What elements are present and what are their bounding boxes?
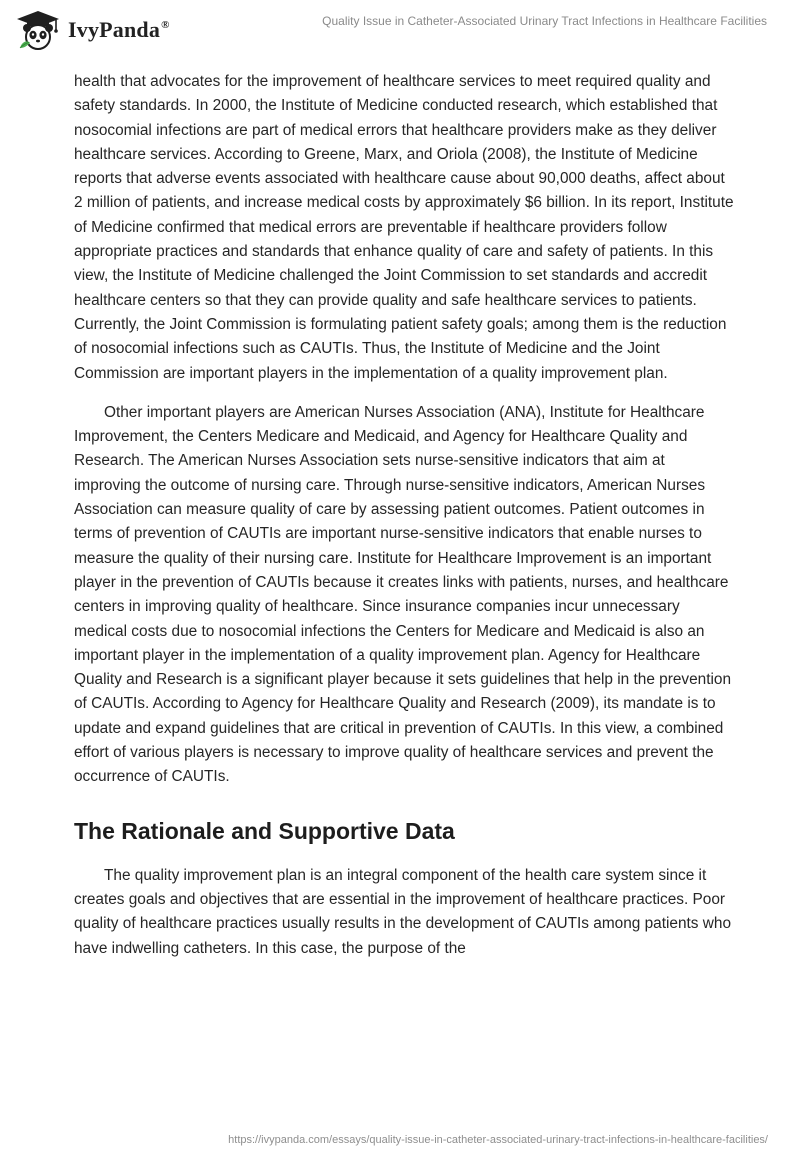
document-title: Quality Issue in Catheter-Associated Urinary Tract Infections in Healthcare Facilities: [322, 14, 767, 28]
source-url[interactable]: https://ivypanda.com/essays/quality-issue-in-catheter-associated-urinary-tract-infections-in-healthcare-facilities/: [228, 1134, 768, 1146]
paragraph: The quality improvement plan is an integral component of the health care system since it creates goals and objectives that are essential in the improvement of healthcare practices. Poor quality of healthcare practices usually results in the development of CAUTIs among patients who have indwelling catheters. In this case, the purpose of the: [74, 866, 732, 957]
panda-graduate-icon: [14, 8, 62, 52]
logo-text: IvyPanda®: [68, 17, 170, 42]
page-header: [0, 0, 800, 62]
paragraph: Other important players are American Nurses Association (ANA), Institute for Healthcare Improvement, the Centers Medicare and Medicaid, and Agency for Healthcare Quality and Research. The American Nurses Association sets nurse-sensitive indicators that aim at improving the outcome of nursing care. Through nurse-sensitive indicators, American Nurses Association can measure quality of care by assessing patient outcomes. Patient outcomes in terms of prevention of CAUTIs are important nurse-sensitive indicators that enable nurses to measure the quality of their nursing care. Institute for Healthcare Improvement is an important player in the prevention of CAUTIs because it creates links with patients, nurses, and healthcare centers in improving quality of healthcare. Since insurance companies incur unnecessary medical costs due to nosocomial infections the Centers for Medicare and Medicaid is also an important player in the implementation of a quality improvement plan. Agency for Healthcare Quality and Research is a significant player because it sets guidelines that help in the prevention of CAUTIs. According to Agency for Healthcare Quality and Research (2009), its mandate is to update and expand guidelines that are critical in prevention of CAUTIs. In this view, a combined effort of various players is necessary to improve quality of healthcare services and prevent the occurrence of CAUTIs.: [74, 403, 732, 786]
paragraph: health that advocates for the improvement of healthcare services to meet required quality and safety standards. In 2000, the Institute of Medicine conducted research, which established that nosocomial infections are part of medical errors that healthcare providers make as they deliver healthcare services. According to Greene, Marx, and Oriola (2008), the Institute of Medicine reports that adverse events associated with healthcare cause about 90,000 deaths, affect about 2 million of patients, and increase medical costs by approximately $6 billion. In its report, Institute of Medicine confirmed that medical errors are preventable if healthcare providers follow appropriate practices and standards that enhance quality of care and safety of patients. In this view, the Institute of Medicine challenged the Joint Commission to set standards and accredit healthcare centers so that they can provide quality and safe healthcare services to patients. Currently, the Joint Commission is formulating patient safety goals; among them is the reduction of nosocomial infections such as CAUTIs. Thus, the Institute of Medicine and the Joint Commission are important players in the implementation of a quality improvement plan.: [74, 73, 734, 382]
essay-content: [74, 70, 734, 961]
section-heading: The Rationale and Supportive Data: [74, 817, 455, 844]
logo[interactable]: [14, 8, 170, 52]
